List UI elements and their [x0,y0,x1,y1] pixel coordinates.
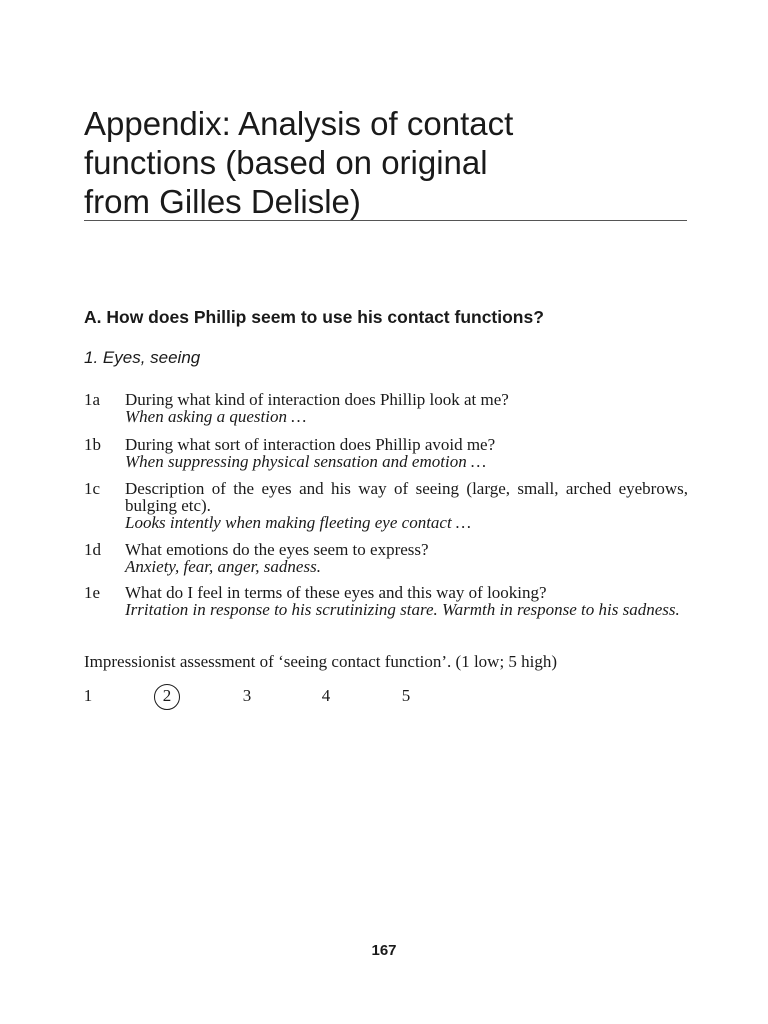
answer-text: When suppressing physical sensation and emotion … [125,452,487,471]
question-item [84,541,688,575]
subsection-heading: 1. Eyes, seeing [84,348,201,367]
question-item [84,584,688,618]
question-text: Description of the eyes and his way of seeing (large, small, arched eyebrows, bulging etc). [125,479,688,515]
question-number: 1e [84,583,101,602]
question-text: During what sort of interaction does Phillip avoid me? [125,435,496,454]
answer-text: Irritation in response to his scrutinizing stare. Warmth in response to his sadness. [125,600,680,619]
question-number: 1c [84,479,101,498]
rating-option-5: 5 [401,686,411,705]
rating-option-4: 4 [321,686,331,705]
question-item [84,391,688,425]
rating-option-1: 1 [83,686,93,705]
question-item [84,480,688,531]
rating-option-2-circled: 2 [157,686,177,706]
question-item [84,436,688,470]
page-number: 167 [371,942,397,959]
page-title [84,104,694,221]
rating-option-3: 3 [242,686,252,705]
answer-text: Anxiety, fear, anger, sadness. [125,557,321,576]
question-text: What emotions do the eyes seem to express? [125,540,429,559]
question-text: During what kind of interaction does Phillip look at me? [125,390,509,409]
question-number: 1a [84,390,101,409]
title-line-1: Appendix: Analysis of contact [84,105,514,142]
title-divider [84,220,687,221]
answer-text: When asking a question … [125,407,307,426]
question-text: What do I feel in terms of these eyes and this way of looking? [125,583,547,602]
section-heading: A. How does Phillip seem to use his contact functions? [84,307,544,327]
question-number: 1b [84,435,101,454]
question-number: 1d [84,540,101,559]
assessment-label: Impressionist assessment of ‘seeing contact function’. (1 low; 5 high) [84,652,558,671]
title-line-2: functions (based on original [84,144,488,181]
title-line-3: from Gilles Delisle) [84,183,361,220]
answer-text: Looks intently when making fleeting eye contact … [125,513,472,532]
